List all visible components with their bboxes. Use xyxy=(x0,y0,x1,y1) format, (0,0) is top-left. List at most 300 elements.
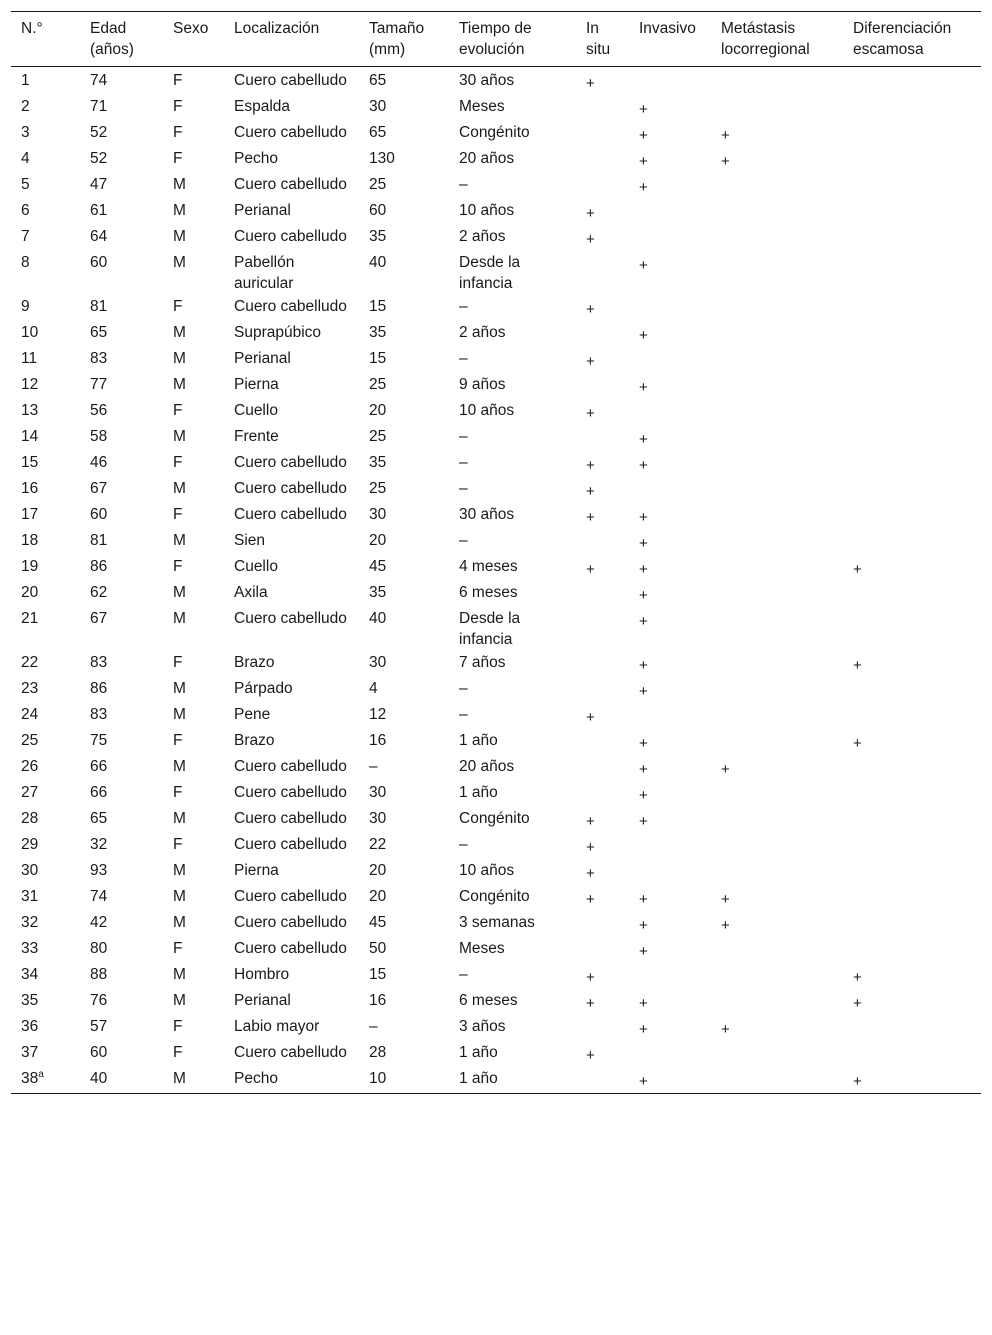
evolution-time-cell: – xyxy=(459,706,468,723)
plus-mark: + xyxy=(639,127,648,144)
squamous-mark xyxy=(843,425,981,451)
squamous-mark xyxy=(843,911,981,937)
squamous-mark xyxy=(843,95,981,121)
location-cell: Cuero cabelludo xyxy=(234,454,347,471)
row-number xyxy=(11,555,80,581)
table-row xyxy=(11,607,981,651)
in-situ-mark xyxy=(576,703,629,729)
table-row xyxy=(11,555,981,581)
plus-mark: + xyxy=(721,917,730,934)
table-row xyxy=(11,251,981,295)
sex-cell: M xyxy=(173,202,186,219)
invasive-mark xyxy=(629,703,711,729)
invasive-mark xyxy=(629,833,711,859)
evolution-time-cell: 30 años xyxy=(459,72,515,89)
age-cell: 81 xyxy=(90,532,108,549)
sex-cell: M xyxy=(173,610,186,627)
in-situ-mark xyxy=(576,121,629,147)
plus-mark: + xyxy=(586,969,595,986)
age-cell: 83 xyxy=(90,654,108,671)
row-number xyxy=(11,321,80,347)
squamous-mark xyxy=(843,147,981,173)
in-situ-mark xyxy=(576,859,629,885)
row-number-text: 1 xyxy=(21,72,30,89)
plus-mark: + xyxy=(586,405,595,422)
plus-mark: + xyxy=(639,1073,648,1090)
squamous-mark xyxy=(843,703,981,729)
row-number xyxy=(11,581,80,607)
row-number xyxy=(11,729,80,755)
table-row xyxy=(11,859,981,885)
metastasis-mark xyxy=(711,1067,843,1094)
row-number xyxy=(11,911,80,937)
plus-mark: + xyxy=(639,457,648,474)
row-number xyxy=(11,703,80,729)
row-number-text: 3 xyxy=(21,124,30,141)
evolution-time-cell: – xyxy=(459,176,468,193)
row-number xyxy=(11,199,80,225)
table-row xyxy=(11,885,981,911)
plus-mark: + xyxy=(853,561,862,578)
in-situ-mark xyxy=(576,1041,629,1067)
evolution-time-cell: 6 meses xyxy=(459,584,518,601)
invasive-mark xyxy=(629,399,711,425)
in-situ-mark xyxy=(576,347,629,373)
invasive-mark xyxy=(629,677,711,703)
squamous-mark xyxy=(843,885,981,911)
location-cell: Pecho xyxy=(234,150,278,167)
plus-mark: + xyxy=(639,657,648,674)
metastasis-mark xyxy=(711,503,843,529)
in-situ-mark xyxy=(576,199,629,225)
col-locoregional-metastasis-header: Metástasis locorregional xyxy=(721,20,810,58)
row-number xyxy=(11,607,80,651)
row-number-text: 31 xyxy=(21,888,39,905)
plus-mark: + xyxy=(853,735,862,752)
evolution-time-cell: – xyxy=(459,298,468,315)
row-number-text: 34 xyxy=(21,966,39,983)
metastasis-mark xyxy=(711,807,843,833)
sex-cell: F xyxy=(173,1018,183,1035)
row-number-text: 33 xyxy=(21,940,39,957)
size-cell: 45 xyxy=(369,914,387,931)
sex-cell: F xyxy=(173,98,183,115)
row-number xyxy=(11,781,80,807)
evolution-time-cell: 1 año xyxy=(459,784,498,801)
row-number-text: 8 xyxy=(21,254,30,271)
age-cell: 60 xyxy=(90,254,108,271)
in-situ-mark xyxy=(576,373,629,399)
table-row xyxy=(11,937,981,963)
plus-mark: + xyxy=(586,561,595,578)
invasive-mark xyxy=(629,95,711,121)
location-cell: Cuero cabelludo xyxy=(234,480,347,497)
table-row xyxy=(11,703,981,729)
plus-mark: + xyxy=(586,457,595,474)
row-number-text: 26 xyxy=(21,758,39,775)
squamous-mark xyxy=(843,807,981,833)
squamous-mark xyxy=(843,347,981,373)
location-cell: Cuero cabelludo xyxy=(234,758,347,775)
plus-mark: + xyxy=(853,995,862,1012)
row-number xyxy=(11,347,80,373)
size-cell: 40 xyxy=(369,254,387,271)
sex-cell: F xyxy=(173,732,183,749)
plus-mark: + xyxy=(639,787,648,804)
metastasis-mark xyxy=(711,95,843,121)
table-row xyxy=(11,399,981,425)
size-cell: – xyxy=(369,1018,378,1035)
table-row xyxy=(11,199,981,225)
age-cell: 60 xyxy=(90,1044,108,1061)
age-cell: 88 xyxy=(90,966,108,983)
location-cell: Cuero cabelludo xyxy=(234,506,347,523)
size-cell: 35 xyxy=(369,454,387,471)
plus-mark: + xyxy=(721,153,730,170)
squamous-mark xyxy=(843,937,981,963)
in-situ-mark xyxy=(576,425,629,451)
size-cell: 28 xyxy=(369,1044,387,1061)
sex-cell: F xyxy=(173,124,183,141)
row-number-text: 10 xyxy=(21,324,39,341)
squamous-mark xyxy=(843,677,981,703)
location-cell: Pierna xyxy=(234,376,279,393)
age-cell: 46 xyxy=(90,454,108,471)
squamous-mark xyxy=(843,529,981,555)
row-number-text: 12 xyxy=(21,376,39,393)
row-number xyxy=(11,885,80,911)
row-number-text: 21 xyxy=(21,610,39,627)
col-evolution-time-header: Tiempo de evolución xyxy=(459,20,532,58)
age-cell: 58 xyxy=(90,428,108,445)
size-cell: 30 xyxy=(369,506,387,523)
in-situ-mark xyxy=(576,937,629,963)
row-number-text: 7 xyxy=(21,228,30,245)
plus-mark: + xyxy=(586,301,595,318)
row-number-text: 13 xyxy=(21,402,39,419)
age-cell: 64 xyxy=(90,228,108,245)
in-situ-mark xyxy=(576,729,629,755)
size-cell: 12 xyxy=(369,706,387,723)
table-row xyxy=(11,95,981,121)
invasive-mark xyxy=(629,199,711,225)
row-number xyxy=(11,1015,80,1041)
size-cell: 35 xyxy=(369,324,387,341)
table-row xyxy=(11,67,981,96)
row-number xyxy=(11,173,80,199)
squamous-mark xyxy=(843,1067,981,1094)
size-cell: 40 xyxy=(369,610,387,627)
table-row xyxy=(11,503,981,529)
location-cell: Cuero cabelludo xyxy=(234,784,347,801)
metastasis-mark xyxy=(711,1041,843,1067)
sex-cell: F xyxy=(173,654,183,671)
invasive-mark xyxy=(629,529,711,555)
invasive-mark xyxy=(629,1041,711,1067)
plus-mark: + xyxy=(639,379,648,396)
sex-cell: F xyxy=(173,72,183,89)
location-cell: Brazo xyxy=(234,654,275,671)
size-cell: 60 xyxy=(369,202,387,219)
col-squamous-differentiation-header: Diferenciación escamosa xyxy=(853,20,952,58)
evolution-time-cell: 1 año xyxy=(459,732,498,749)
invasive-mark xyxy=(629,555,711,581)
age-cell: 66 xyxy=(90,758,108,775)
metastasis-mark xyxy=(711,989,843,1015)
metastasis-mark xyxy=(711,963,843,989)
row-number-text: 27 xyxy=(21,784,39,801)
in-situ-mark xyxy=(576,173,629,199)
size-cell: 15 xyxy=(369,350,387,367)
invasive-mark xyxy=(629,859,711,885)
evolution-time-cell: Meses xyxy=(459,940,505,957)
row-number-text: 11 xyxy=(21,350,38,367)
location-cell: Perianal xyxy=(234,202,291,219)
table-container xyxy=(11,11,981,1094)
plus-mark: + xyxy=(639,153,648,170)
table-row xyxy=(11,781,981,807)
squamous-mark xyxy=(843,781,981,807)
age-cell: 57 xyxy=(90,1018,108,1035)
squamous-mark xyxy=(843,321,981,347)
table-body xyxy=(11,67,981,1094)
in-situ-mark xyxy=(576,225,629,251)
sex-cell: M xyxy=(173,428,186,445)
location-cell: Cuero cabelludo xyxy=(234,176,347,193)
invasive-mark xyxy=(629,425,711,451)
metastasis-mark xyxy=(711,651,843,677)
size-cell: 20 xyxy=(369,402,387,419)
in-situ-mark xyxy=(576,781,629,807)
age-cell: 86 xyxy=(90,558,108,575)
age-cell: 52 xyxy=(90,150,108,167)
row-number-text: 22 xyxy=(21,654,39,671)
row-number xyxy=(11,67,80,96)
invasive-mark xyxy=(629,807,711,833)
plus-mark: + xyxy=(639,1021,648,1038)
table-row xyxy=(11,173,981,199)
table-row xyxy=(11,1041,981,1067)
row-number xyxy=(11,1041,80,1067)
sex-cell: M xyxy=(173,176,186,193)
squamous-mark xyxy=(843,373,981,399)
plus-mark: + xyxy=(586,75,595,92)
row-number-text: 35 xyxy=(21,992,39,1009)
sex-cell: F xyxy=(173,558,183,575)
sex-cell: F xyxy=(173,454,183,471)
evolution-time-cell: – xyxy=(459,680,468,697)
in-situ-mark xyxy=(576,1015,629,1041)
location-cell: Cuero cabelludo xyxy=(234,888,347,905)
invasive-mark xyxy=(629,225,711,251)
evolution-time-cell: 3 años xyxy=(459,1018,506,1035)
evolution-time-cell: – xyxy=(459,532,468,549)
age-cell: 75 xyxy=(90,732,108,749)
plus-mark: + xyxy=(586,205,595,222)
evolution-time-cell: Congénito xyxy=(459,888,530,905)
metastasis-mark xyxy=(711,859,843,885)
age-cell: 61 xyxy=(90,202,108,219)
sex-cell: M xyxy=(173,254,186,271)
sex-cell: M xyxy=(173,324,186,341)
squamous-mark xyxy=(843,729,981,755)
table-row xyxy=(11,963,981,989)
location-cell: Perianal xyxy=(234,350,291,367)
size-cell: 25 xyxy=(369,176,387,193)
plus-mark: + xyxy=(639,917,648,934)
table-row xyxy=(11,755,981,781)
in-situ-mark xyxy=(576,477,629,503)
row-number xyxy=(11,963,80,989)
size-cell: 30 xyxy=(369,784,387,801)
metastasis-mark xyxy=(711,121,843,147)
row-number-text: 6 xyxy=(21,202,30,219)
in-situ-mark xyxy=(576,581,629,607)
invasive-mark xyxy=(629,251,711,295)
row-number-text: 36 xyxy=(21,1018,39,1035)
evolution-time-cell: – xyxy=(459,836,468,853)
size-cell: 30 xyxy=(369,98,387,115)
metastasis-mark xyxy=(711,399,843,425)
age-cell: 74 xyxy=(90,888,108,905)
squamous-mark xyxy=(843,1015,981,1041)
row-number xyxy=(11,95,80,121)
age-cell: 56 xyxy=(90,402,108,419)
size-cell: 22 xyxy=(369,836,387,853)
metastasis-mark xyxy=(711,295,843,321)
sex-cell: F xyxy=(173,506,183,523)
col-invasive-header: Invasivo xyxy=(639,20,696,37)
squamous-mark xyxy=(843,833,981,859)
table-row xyxy=(11,373,981,399)
location-cell: Brazo xyxy=(234,732,275,749)
location-cell: Suprapúbico xyxy=(234,324,322,341)
sex-cell: M xyxy=(173,350,186,367)
row-number xyxy=(11,677,80,703)
row-number-text: 18 xyxy=(21,532,39,549)
size-cell: 35 xyxy=(369,584,387,601)
table-row xyxy=(11,477,981,503)
row-number xyxy=(11,373,80,399)
row-number xyxy=(11,425,80,451)
evolution-time-cell: 2 años xyxy=(459,228,506,245)
row-number-text: 23 xyxy=(21,680,39,697)
row-number xyxy=(11,399,80,425)
evolution-time-cell: 7 años xyxy=(459,654,506,671)
size-cell: 50 xyxy=(369,940,387,957)
invasive-mark xyxy=(629,451,711,477)
table-row xyxy=(11,1015,981,1041)
evolution-time-cell: – xyxy=(459,428,468,445)
in-situ-mark xyxy=(576,555,629,581)
sex-cell: M xyxy=(173,810,186,827)
row-number-text: 5 xyxy=(21,176,30,193)
invasive-mark xyxy=(629,581,711,607)
squamous-mark xyxy=(843,1041,981,1067)
sex-cell: F xyxy=(173,298,183,315)
location-cell: Párpado xyxy=(234,680,293,697)
evolution-time-cell: 10 años xyxy=(459,202,515,219)
sex-cell: M xyxy=(173,480,186,497)
invasive-mark xyxy=(629,937,711,963)
row-number-text: 38 xyxy=(21,1070,39,1087)
metastasis-mark xyxy=(711,833,843,859)
metastasis-mark xyxy=(711,911,843,937)
location-cell: Cuero cabelludo xyxy=(234,914,347,931)
sex-cell: F xyxy=(173,1044,183,1061)
col-size-header: Tamaño (mm) xyxy=(369,20,425,58)
location-cell: Cuero cabelludo xyxy=(234,1044,347,1061)
size-cell: 20 xyxy=(369,532,387,549)
size-cell: 65 xyxy=(369,124,387,141)
in-situ-mark xyxy=(576,451,629,477)
in-situ-mark xyxy=(576,321,629,347)
sex-cell: M xyxy=(173,532,186,549)
metastasis-mark xyxy=(711,937,843,963)
invasive-mark xyxy=(629,1067,711,1094)
evolution-time-cell: 10 años xyxy=(459,402,515,419)
squamous-mark xyxy=(843,173,981,199)
size-cell: 30 xyxy=(369,810,387,827)
evolution-time-cell: 1 año xyxy=(459,1070,498,1087)
in-situ-mark xyxy=(576,147,629,173)
age-cell: 67 xyxy=(90,610,108,627)
size-cell: 15 xyxy=(369,298,387,315)
age-cell: 76 xyxy=(90,992,108,1009)
evolution-time-cell: 20 años xyxy=(459,150,515,167)
row-number-text: 20 xyxy=(21,584,39,601)
squamous-mark xyxy=(843,251,981,295)
metastasis-mark xyxy=(711,703,843,729)
age-cell: 83 xyxy=(90,350,108,367)
plus-mark: + xyxy=(586,839,595,856)
in-situ-mark xyxy=(576,295,629,321)
squamous-mark xyxy=(843,121,981,147)
footnote-marker: a xyxy=(38,1069,44,1080)
row-number-text: 16 xyxy=(21,480,39,497)
location-cell: Perianal xyxy=(234,992,291,1009)
size-cell: 16 xyxy=(369,732,387,749)
sex-cell: F xyxy=(173,784,183,801)
location-cell: Pabellón auricular xyxy=(234,254,295,292)
size-cell: 30 xyxy=(369,654,387,671)
age-cell: 80 xyxy=(90,940,108,957)
evolution-time-cell: – xyxy=(459,480,468,497)
size-cell: – xyxy=(369,758,378,775)
plus-mark: + xyxy=(639,891,648,908)
invasive-mark xyxy=(629,1015,711,1041)
row-number-text: 14 xyxy=(21,428,39,445)
sex-cell: M xyxy=(173,758,186,775)
table-row xyxy=(11,911,981,937)
table-row xyxy=(11,677,981,703)
age-cell: 74 xyxy=(90,72,108,89)
age-cell: 67 xyxy=(90,480,108,497)
size-cell: 10 xyxy=(369,1070,387,1087)
table-row xyxy=(11,147,981,173)
col-in-situ-header: In situ xyxy=(586,20,611,58)
in-situ-mark xyxy=(576,755,629,781)
plus-mark: + xyxy=(639,943,648,960)
evolution-time-cell: 2 años xyxy=(459,324,506,341)
table-row xyxy=(11,1067,981,1094)
row-number-text: 37 xyxy=(21,1044,39,1061)
sex-cell: M xyxy=(173,584,186,601)
location-cell: Pecho xyxy=(234,1070,278,1087)
metastasis-mark xyxy=(711,555,843,581)
squamous-mark xyxy=(843,755,981,781)
age-cell: 40 xyxy=(90,1070,108,1087)
